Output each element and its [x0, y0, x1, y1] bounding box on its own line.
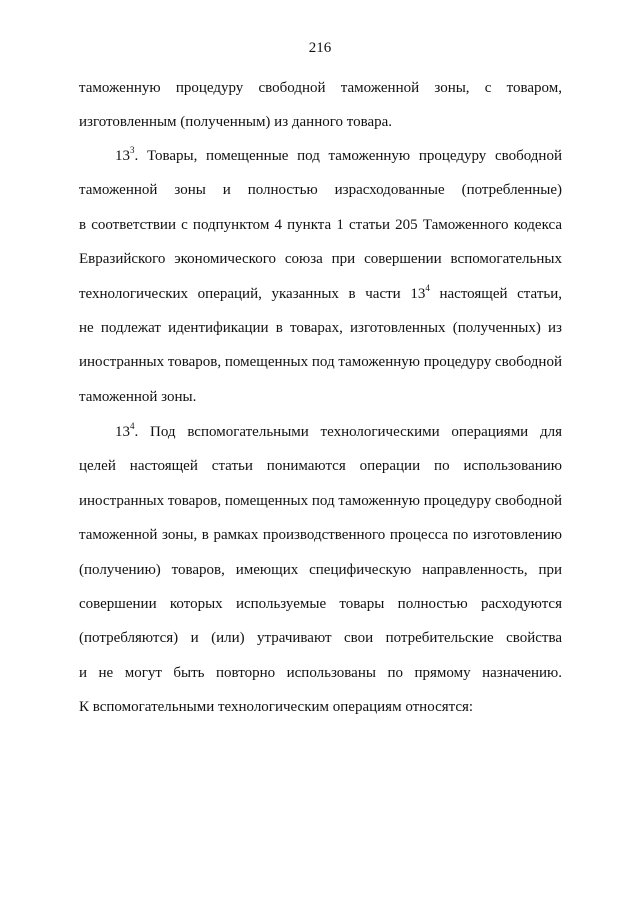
text-line: таможенной зоны, в рамках производственного процесса по изготовлению — [79, 527, 562, 544]
text-line: не подлежат идентификации в товарах, изготовленных (полученных) из — [79, 319, 562, 336]
text-line: (получению) товаров, имеющих специфическую направленность, при — [79, 561, 562, 578]
paragraph-intro — [79, 79, 562, 148]
text-line: иностранных товаров, помещенных под таможенную процедуру свободной — [79, 492, 562, 509]
text-line: и не могут быть повторно использованы по прямому назначению. — [79, 664, 562, 681]
text-line: изготовленным (полученным) из данного товара. — [79, 114, 393, 131]
page-number: 216 — [308, 40, 332, 56]
paragraph-number: $13^4$ — [115, 421, 135, 440]
text-line: таможенной зоны и полностью израсходованные (потребленные) — [79, 182, 562, 199]
text-line: (потребляются) и (или) утрачивают свои потребительские свойства — [79, 630, 562, 647]
text-line: иностранных товаров, помещенных под таможенную процедуру свободной — [79, 354, 562, 371]
paragraph-13-3 — [79, 147, 562, 422]
text-line: целей настоящей статьи понимаются операции по использованию — [79, 458, 562, 475]
paragraph-first-line: $13^4$. Под вспомогательными технологическими операциями для — [115, 421, 562, 440]
text-line: таможенной зоны. — [79, 388, 197, 405]
text-line: таможенную процедуру свободной таможенной зоны, с товаром, — [79, 80, 562, 96]
text-line-with-reference: технологических операций, указанных в части $13^4$ настоящей статьи, — [79, 282, 562, 302]
text-line: совершении которых используемые товары полностью расходуются — [79, 595, 562, 612]
paragraph-13-4 — [79, 423, 562, 733]
paragraph-first-line: $13^3$. Товары, помещенные под таможенную процедуру свободной — [115, 145, 562, 164]
text-line: Евразийского экономического союза при совершении вспомогательных — [79, 251, 562, 268]
reference-superscript: 4 — [425, 282, 430, 293]
text-line: К вспомогательными технологическим операциям относятся: — [79, 699, 474, 716]
paragraph-number: $13^3$ — [115, 145, 135, 164]
text-line: в соответствии с подпунктом 4 пункта 1 статьи 205 Таможенного кодекса — [79, 216, 562, 233]
